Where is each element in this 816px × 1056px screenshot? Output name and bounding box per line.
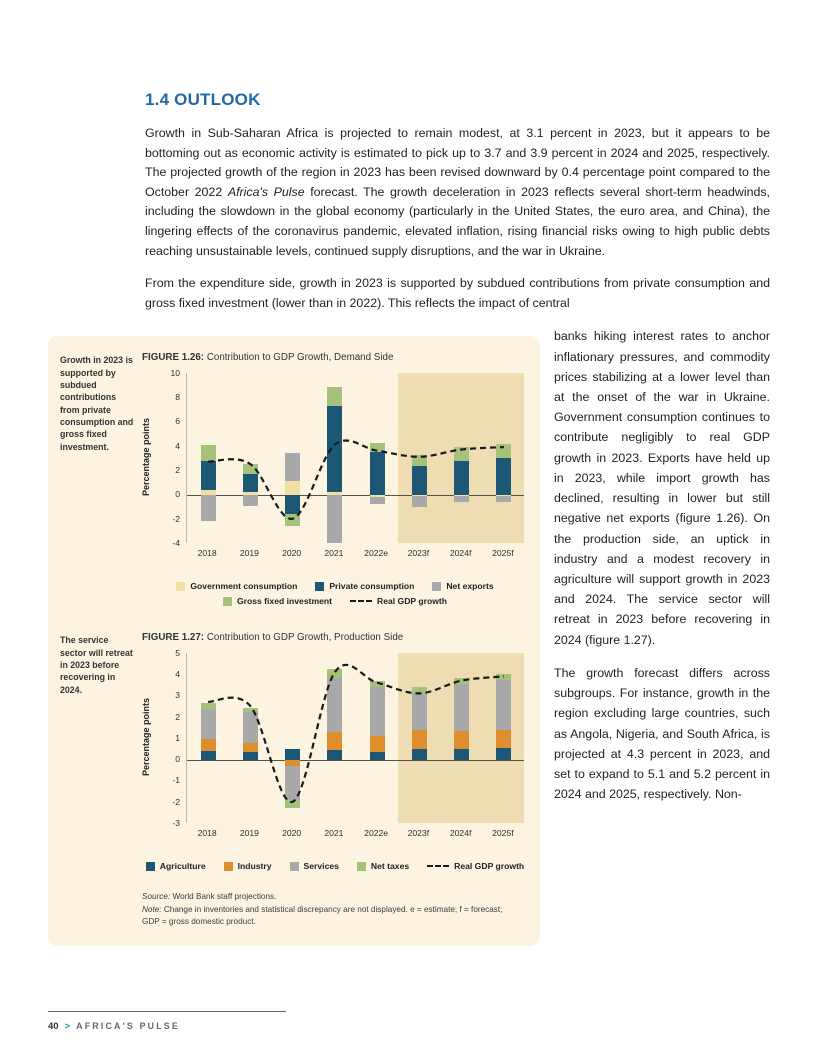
y-tick-label: 4 <box>175 440 180 451</box>
legend-row <box>223 596 447 606</box>
x-tick-label: 2022e <box>364 548 389 559</box>
source-text: World Bank staff projections. <box>170 892 277 902</box>
legend-item <box>427 861 524 871</box>
y-tick-label: 5 <box>175 647 180 658</box>
legend-label: Real GDP growth <box>454 861 525 872</box>
figure-1-27-main <box>142 632 528 871</box>
x-tick-label: 2019 <box>239 828 259 839</box>
figure-1-26-label: FIGURE 1.26: <box>142 352 205 364</box>
legend-item <box>223 596 332 606</box>
legend-label: Industry <box>237 861 272 872</box>
legend-color-swatch-icon <box>432 582 441 591</box>
legend-item <box>357 861 409 871</box>
y-tick-label: 2 <box>175 711 180 722</box>
y-tick-label: 0 <box>175 754 180 765</box>
paragraph-1-part-b: forecast. The growth deceleration in 2023 reflects several short-term headwinds, including the slowdown in the global economy (particularly in the United States, the euro area, and China), the lingering effects of the coronavirus pandemic, elevated inflation, rising financial risks owing to high public debts reaching unsustainable levels, continued supply disruptions, and the war in Ukraine. <box>145 184 771 258</box>
source-line <box>142 891 514 903</box>
legend-item <box>146 861 206 871</box>
chart-plot-area <box>186 653 524 823</box>
legend-color-swatch-icon <box>315 582 324 591</box>
y-tick-label: -2 <box>172 513 180 524</box>
figure-1-27-title <box>142 632 528 643</box>
legend-color-swatch-icon <box>357 862 366 871</box>
x-tick-label: 2025f <box>492 828 514 839</box>
dashed-line-sample-icon <box>427 865 449 867</box>
x-tick-label: 2024f <box>449 828 472 839</box>
legend-label: Agriculture <box>159 861 206 872</box>
y-tick-label: -4 <box>172 537 180 548</box>
y-tick-label: -2 <box>172 796 180 807</box>
y-tick-label: 2 <box>175 464 180 475</box>
page-footer <box>48 1011 286 1032</box>
chart-plot-area <box>186 373 524 543</box>
x-tick-label: 2021 <box>324 548 344 559</box>
figure-1-26-margin-note: Growth in 2023 is supported by subdued contributions from private consumption and gross fixed investment. <box>60 355 134 452</box>
legend-label: Net exports <box>446 581 494 592</box>
figure-1-26-caption: Contribution to GDP Growth, Demand Side <box>206 352 394 364</box>
figure-1-26-title <box>142 352 528 363</box>
x-tick-label: 2024f <box>449 548 472 559</box>
figure-1-27-caption: Contribution to GDP Growth, Production Side <box>206 632 404 644</box>
chart-demand-side <box>141 367 524 569</box>
y-tick-label: 10 <box>170 367 180 378</box>
x-tick-label: 2018 <box>197 828 217 839</box>
paragraph-1-part-a: Growth in Sub-Saharan Africa is projected to remain modest, at 3.1 percent in 2023, but it appears to be bottoming out as economic activity is estimated to pick up to 3.7 and 3.9 percent in 2024 and 2025, respectively. The projected growth of the region in 2023 has been revised downward by 0.4 percentage point compared to the October 2022 <box>145 126 770 199</box>
y-tick-label: 8 <box>175 392 180 403</box>
legend-label: Gross fixed investment <box>236 596 332 607</box>
report-name-italic: Africa's Pulse <box>227 184 305 199</box>
x-tick-label: 2019 <box>239 548 259 559</box>
legend-color-swatch-icon <box>290 862 299 871</box>
legend-production-side <box>142 861 528 871</box>
legend-color-swatch-icon <box>146 862 155 871</box>
figure-1-27-label: FIGURE 1.27: <box>142 632 205 644</box>
legend-label: Real GDP growth <box>377 596 448 607</box>
footer-chevron-icon: > <box>64 1021 71 1032</box>
legend-row <box>176 581 493 591</box>
legend-item <box>176 581 297 591</box>
legend-item <box>350 596 447 606</box>
y-tick-label: 3 <box>175 690 180 701</box>
x-tick-label: 2018 <box>197 548 217 559</box>
paragraph-outlook-1 <box>145 124 770 261</box>
figure-panel <box>48 336 540 946</box>
legend-color-swatch-icon <box>223 597 232 606</box>
legend-item <box>290 861 339 871</box>
paragraph-outlook-2-intro: From the expenditure side, growth in 2023 is supported by subdued contributions from private consumption and gross fixed investment (lower than in 2022). This reflects the impact of central <box>145 276 770 310</box>
x-tick-label: 2025f <box>492 548 514 559</box>
note-label: Note: <box>142 904 162 914</box>
content-row <box>48 326 770 946</box>
figure-1-27-block <box>60 632 528 871</box>
legend-label: Services <box>303 861 339 872</box>
legend-label: Private consumption <box>329 581 415 592</box>
real-gdp-growth-line <box>187 653 524 823</box>
right-text-column <box>554 326 770 817</box>
x-tick-label: 2023f <box>407 548 430 559</box>
paragraph-outlook-3: The growth forecast differs across subgroups. For instance, growth in the region excluding large countries, such as Angola, Nigeria, and South Africa, is projected at 4.3 percent in 2023, and set to expand to 5.1 and 5.2 percent in 2024 and 2025, respectively. Non- <box>554 665 770 802</box>
figure-1-27-margin-note: The service sector will retreat in 2023 before recovering in 2024. <box>60 635 133 695</box>
source-note <box>142 891 514 928</box>
legend-item <box>432 581 493 591</box>
y-tick-label: 6 <box>175 416 180 427</box>
legend-item <box>315 581 414 591</box>
x-tick-label: 2021 <box>324 828 344 839</box>
page-number: 40 <box>48 1021 59 1032</box>
figure-1-26-main <box>142 352 528 606</box>
paragraph-outlook-2-continued: banks hiking interest rates to anchor inflationary pressures, and commodity prices stabilizing at a lower level than at the onset of the war in Ukraine. Government consumption continues to contribute negligibly to real GDP growth in 2023. Exports have held up in 2023, while import growth has declined, resulting in lower but still negative net exports (figure 1.26). On the production side, an uptick in industry and a modest recovery in agriculture will support growth in 2023 and 2024. The service sector will retreat in 2023 before recovering in 2024 (figure 1.27). <box>554 329 770 647</box>
x-tick-label: 2022e <box>364 828 389 839</box>
legend-color-swatch-icon <box>176 582 185 591</box>
legend-color-swatch-icon <box>224 862 233 871</box>
y-axis-label: Percentage points <box>141 418 151 497</box>
legend-label: Government consumption <box>190 581 298 592</box>
legend-item <box>224 861 272 871</box>
footer-report-name: AFRICA'S PULSE <box>76 1021 180 1031</box>
section-title: 1.4 OUTLOOK <box>145 90 261 109</box>
y-tick-label: 4 <box>175 669 180 680</box>
y-tick-label: -1 <box>172 775 180 786</box>
legend-label: Net taxes <box>370 861 410 872</box>
x-tick-label: 2023f <box>407 828 430 839</box>
legend-demand-side <box>142 581 528 606</box>
main-text-column <box>0 0 816 313</box>
y-tick-label: 1 <box>175 732 180 743</box>
dashed-line-sample-icon <box>350 600 372 602</box>
chart-production-side <box>141 647 524 849</box>
y-tick-label: -3 <box>172 817 180 828</box>
y-axis-label: Percentage points <box>141 698 151 777</box>
legend-row <box>146 861 524 871</box>
real-gdp-growth-line <box>187 373 524 543</box>
figure-1-26-block <box>60 352 528 606</box>
y-tick-label: 0 <box>175 489 180 500</box>
x-tick-label: 2020 <box>282 828 302 839</box>
x-tick-label: 2020 <box>282 548 302 559</box>
note-line <box>142 904 514 929</box>
source-label: Source: <box>142 892 171 902</box>
note-text: Change in inventories and statistical discrepancy are not displayed. e = estimate; f = forecast; GDP = gross domestic product. <box>142 904 503 926</box>
